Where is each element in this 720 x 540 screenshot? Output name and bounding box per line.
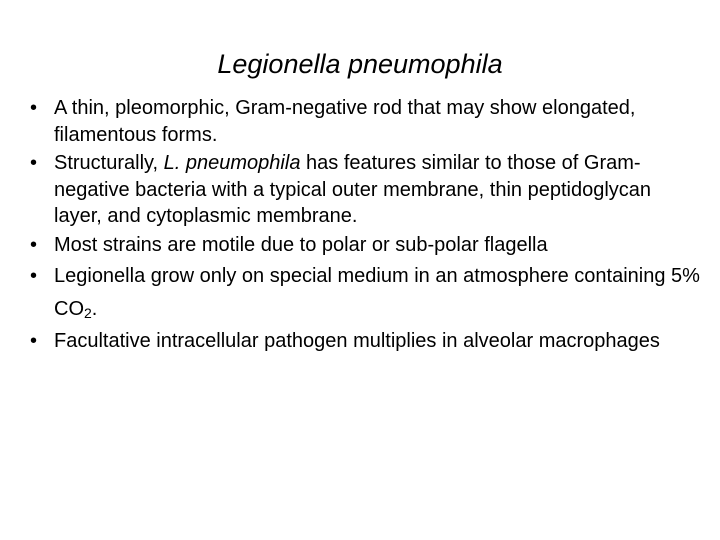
bullet-text: A thin, pleomorphic, Gram-negative rod that may show elongated, filamentous forms. (54, 97, 636, 146)
bullet-item (30, 328, 702, 355)
bullet-text-suffix: has features similar to those of Gram-negative bacteria with a typical outer membrane, thin peptidoglycan layer, and cytoplasmic membrane. (54, 152, 652, 227)
bullet-item (30, 232, 702, 259)
species-name: L. pneumophila (163, 152, 301, 174)
subscript: 2 (84, 305, 92, 321)
bullet-text: Facultative intracellular pathogen multiplies in alveolar macrophages (54, 330, 660, 352)
bullet-text: Most strains are motile due to polar or sub-polar flagella (54, 233, 548, 256)
bullet-dot-icon: • (30, 233, 38, 256)
bullet-dot-icon: • (30, 330, 38, 352)
bullet-item (30, 150, 702, 230)
bullet-text-prefix: Legionella grow only on special medium in an atmosphere containing 5% CO (54, 265, 700, 320)
bullet-dot-icon: • (30, 265, 38, 287)
bullet-text-suffix: . (91, 298, 98, 320)
bullet-dot-icon: • (30, 97, 38, 119)
bullet-item (30, 260, 702, 326)
bullet-list (30, 95, 702, 357)
bullet-dot-icon: • (30, 152, 38, 174)
slide-title: Legionella pneumophila (217, 49, 503, 79)
bullet-item (30, 95, 702, 148)
bullet-text-prefix: Structurally, (54, 152, 164, 174)
